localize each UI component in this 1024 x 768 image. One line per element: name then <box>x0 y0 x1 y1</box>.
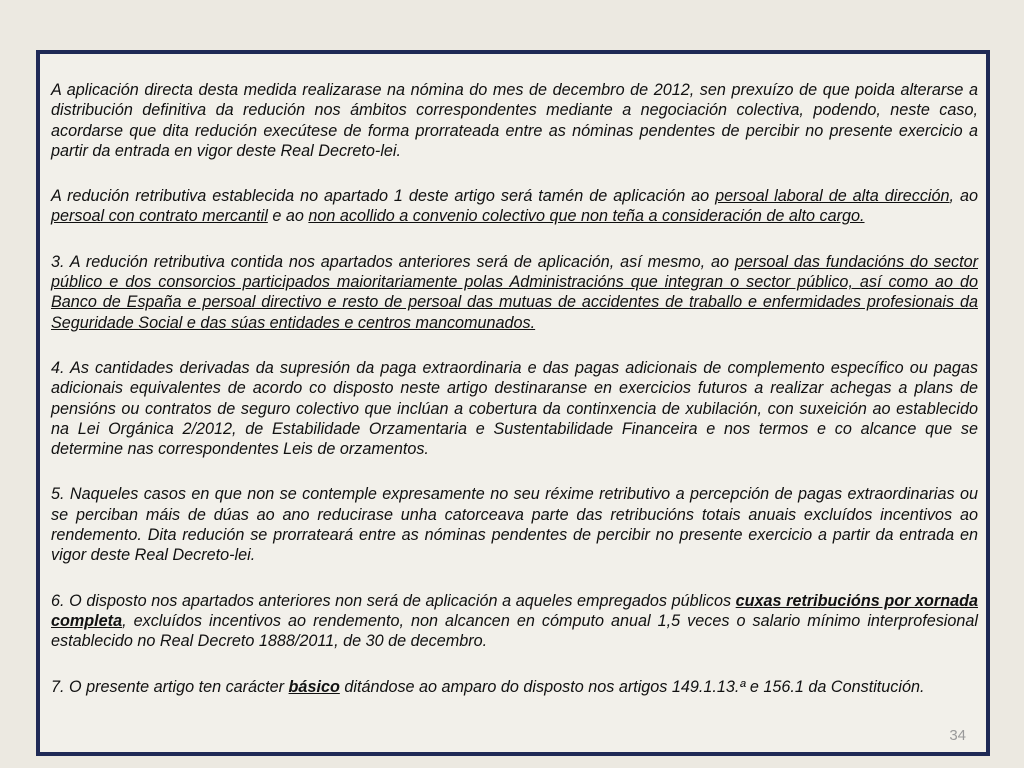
underlined-term: persoal con contrato mercantil <box>51 207 268 226</box>
text-segment: , ao <box>949 187 978 206</box>
paragraph-scope-staff <box>51 186 978 227</box>
paragraph-section-6 <box>51 591 978 652</box>
text-segment: , excluídos incentivos ao rendemento, non alcancen en cómputo anual 1,5 veces o salario mínimo interprofesional establecido no Real Decreto 1888/2011, de 30 de decembro. <box>51 611 978 651</box>
text-segment: A redución retributiva establecida no apartado 1 deste artigo será tamén de aplicación ao <box>51 187 716 206</box>
text-segment: 6. O disposto nos apartados anteriores non será de aplicación a aqueles empregados públicos <box>51 591 736 610</box>
paragraph-section-3 <box>51 252 978 333</box>
text-segment: 3. A redución retributiva contida nos apartados anteriores será de aplicación, así mesmo, ao <box>51 252 735 271</box>
underlined-term: persoal laboral de alta dirección <box>715 187 950 206</box>
underlined-term: persoal das fundacións do sector público e dos consorcios participados maioritariamente polas Administracións que integran o sector público, así como ao do Banco de España e persoal directivo e resto de persoal das mutuas de accidentes de traballo e enfermidades profesionais da Seguridade Social e das súas entidades e centros mancomunados. <box>51 252 978 332</box>
underlined-term: non acollido a convenio colectivo que non teña a consideración de alto cargo. <box>308 207 865 226</box>
paragraph-section-7 <box>51 677 978 697</box>
text-segment: e ao <box>267 207 309 226</box>
slide-frame <box>36 50 990 756</box>
text-segment: 5. Naqueles casos en que non se contemple expresamente no seu réxime retributivo a percepción de pagas extraordinarias ou se perciban máis de dúas ao ano reducirase unha catorceava parte das retribucións totais anuais excluídos incentivos ao rendemento. Dita redución se prorrateará entre as nóminas pendentes de percibir no presente exercicio a partir da entrada en vigor deste Real Decreto-lei. <box>51 485 978 565</box>
paragraph-application-payroll <box>51 80 978 161</box>
bold-underlined-term: básico <box>288 677 340 696</box>
text-segment: 7. O presente artigo ten carácter <box>51 677 289 696</box>
page-number: 34 <box>949 727 966 744</box>
text-segment: 4. As cantidades derivadas da supresión da paga extraordinaria e das pagas adicionais de complemento específico ou pagas adicionais equivalentes de acordo co disposto neste artigo destinaranse en exercicios futuros a realizar achegas a plans de pensións ou contratos de seguro colectivo que inclúan a cobertura da continxencia de xubilación, con suxeición ao establecido na Lei Orgánica 2/2012, de Estabilidade Orzamentaria e Sustentabilidade Financeira e nos termos e co alcance que se determine nas correspondentes Leis de orzamentos. <box>51 358 978 459</box>
paragraph-section-5 <box>51 484 978 565</box>
text-segment: ditándose ao amparo do disposto nos artigos 149.1.13.ª e 156.1 da Constitución. <box>339 677 925 696</box>
paragraph-section-4 <box>51 358 978 459</box>
text-segment: A aplicación directa desta medida realizarase na nómina do mes de decembro de 2012, sen prexuízo de que poida alterarse a distribución definitiva da redución nos ámbitos correspondentes mediante a negociación colectiva, podendo, neste caso, acordarse que dita redución execútese de forma prorrateada entre as nóminas pendentes de percibir no presente exercicio a partir da entrada en vigor deste Real Decreto-lei. <box>51 81 978 160</box>
slide-body-text <box>51 80 978 722</box>
bold-underlined-term: cuxas retribucións por xornada completa <box>51 591 978 630</box>
